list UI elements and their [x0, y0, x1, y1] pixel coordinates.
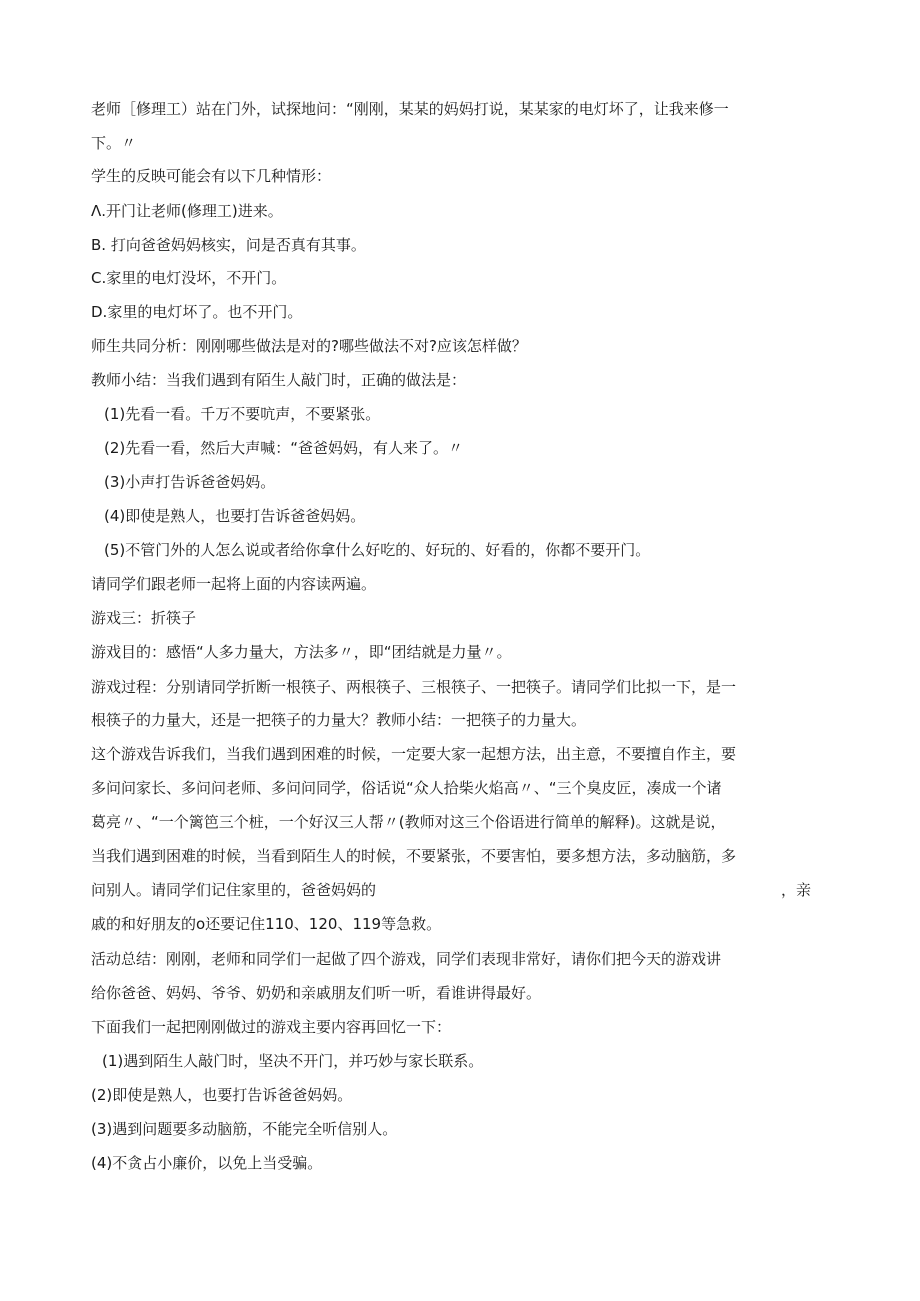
text-line: 游戏过程：分别请同学折断一根筷子、两根筷子、三根筷子、一把筷子。请同学们比拟一下，是一 — [91, 678, 737, 696]
text-line: 根筷子的力量大，还是一把筷子的力量大？教师小结：一把筷子的力量大。 — [91, 711, 587, 729]
list-item: (1)遇到陌生人敲门时，坚决不开门，并巧妙与家长联系。 — [102, 1052, 484, 1070]
text-line: 教师小结：当我们遇到有陌生人敲门时，正确的做法是： — [91, 371, 467, 389]
section-heading: 游戏三：折筷子 — [91, 609, 197, 627]
text-line: 这个游戏告诉我们，当我们遇到困难的时候，一定要大家一起想方法，出主意，不要擅自作主，要 — [91, 745, 737, 763]
option-a: Λ.开门让老师(修理工)进来。 — [91, 202, 283, 220]
list-item: (5)不管门外的人怎么说或者给你拿什么好吃的、好玩的、好看的，你都不要开门。 — [104, 541, 651, 559]
text-line: 学生的反映可能会有以下几种情形： — [91, 167, 332, 185]
text-line: 多问问家长、多问问老师、多问问同学，俗话说“众人拾柴火焰高〃、“三个臭皮匠，凑成一个诸 — [91, 779, 722, 797]
text-line: 老师［修理工）站在门外，试探地问：“刚刚，某某的妈妈打说，某某家的电灯坏了，让我来修一 — [91, 100, 729, 118]
list-item: (1)先看一看。千万不要吭声，不要紧张。 — [104, 405, 381, 423]
text-line: 问别人。请同学们记住家里的，爸爸妈妈的 — [91, 881, 377, 899]
list-item: (3)遇到问题要多动脑筋，不能完全听信别人。 — [91, 1120, 398, 1138]
text-line: 给你爸爸、妈妈、爷爷、奶奶和亲戚朋友们听一听，看谁讲得最好。 — [91, 984, 542, 1002]
text-line: 葛亮〃、“一个篱笆三个桩，一个好汉三人帮〃(教师对这三个俗语进行简单的解释)。这就是说， — [91, 813, 726, 831]
text-line: 请同学们跟老师一起将上面的内容读两遍。 — [91, 575, 377, 593]
text-line-tail: ，亲 — [781, 881, 812, 899]
text-line: 游戏目的：感悟“人多力量大，方法多〃，即“团结就是力量〃。 — [91, 643, 512, 661]
text-line: 下面我们一起把刚刚做过的游戏主要内容再回忆一下： — [91, 1018, 452, 1036]
option-d: D.家里的电灯坏了。也不开门。 — [91, 303, 303, 321]
list-item: (4)即使是熟人，也要打告诉爸爸妈妈。 — [104, 507, 366, 525]
list-item: (2)即使是熟人，也要打告诉爸爸妈妈。 — [91, 1086, 353, 1104]
option-c: C.家里的电灯没坏，不开门。 — [91, 269, 287, 287]
text-line: 戚的和好朋友的o还要记住110、120、119等急救。 — [91, 915, 442, 933]
text-line: 下。〃 — [91, 134, 137, 152]
list-item: (3)小声打告诉爸爸妈妈。 — [104, 473, 276, 491]
text-line: 当我们遇到困难的时候，当看到陌生人的时候，不要紧张，不要害怕，要多想方法，多动脑筋，多 — [91, 847, 737, 865]
text-line: 师生共同分析：刚刚哪些做法是对的?哪些做法不对?应该怎样做？ — [91, 337, 527, 355]
list-item: (2)先看一看，然后大声喊：“爸爸妈妈，有人来了。〃 — [104, 439, 464, 457]
list-item: (4)不贪占小廉价，以免上当受骗。 — [91, 1154, 323, 1172]
text-line: 活动总结：刚刚，老师和同学们一起做了四个游戏，同学们表现非常好，请你们把今天的游戏讲 — [91, 950, 722, 968]
option-b: B. 打向爸爸妈妈核实，问是否真有其事。 — [91, 236, 366, 254]
